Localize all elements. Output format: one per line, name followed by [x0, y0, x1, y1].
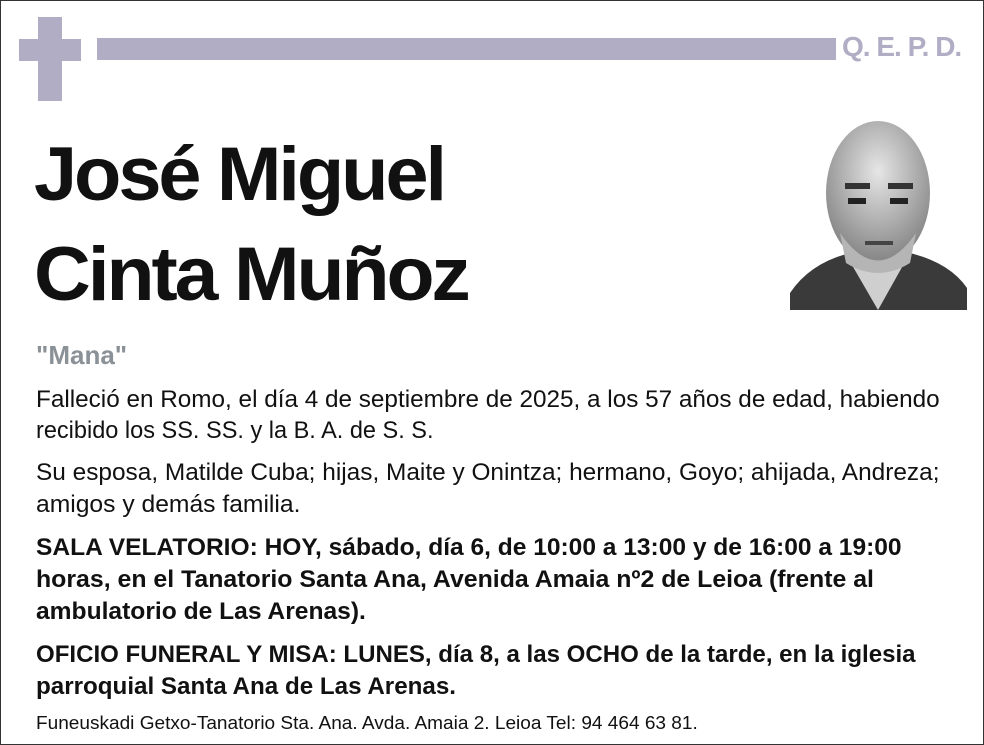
wake-text-line: horas, en el Tanatorio Santa Ana, Avenida Amaia nº2 de Leioa (frente al [36, 566, 874, 593]
cross-icon-arm [19, 39, 81, 61]
family-text-line: Su esposa, Matilde Cuba; hijas, Maite y Onintza; hermano, Goyo; ahijada, Andreza; [36, 459, 940, 486]
wake-text-line: SALA VELATORIO: HOY, sábado, día 6, de 10:00 a 13:00 y de 16:00 a 19:00 [36, 534, 902, 561]
header-bar [97, 38, 836, 60]
deceased-name-line1: José Miguel [34, 132, 444, 217]
death-text-line: recibido los SS. SS. y la B. A. de S. S. [36, 417, 434, 444]
funeral-text-line: parroquial Santa Ana de Las Arenas. [36, 673, 457, 700]
deceased-name-line2: Cinta Muñoz [34, 232, 468, 317]
portrait-photo [790, 113, 967, 310]
nickname: "Mana" [36, 340, 128, 370]
funeral-text-line: OFICIO FUNERAL Y MISA: LUNES, día 8, a las OCHO de la tarde, en la iglesia [36, 641, 916, 668]
qepd-label: Q. E. P. D. [842, 31, 962, 62]
wake-text-line: ambulatorio de Las Arenas). [36, 598, 366, 625]
funeral-home-footer: Funeuskadi Getxo-Tanatorio Sta. Ana. Avda. Amaia 2. Leioa Tel: 94 464 63 81. [36, 713, 698, 733]
death-text-line: Falleció en Romo, el día 4 de septiembre de 2025, a los 57 años de edad, habiendo [36, 386, 940, 413]
family-text-line: amigos y demás familia. [36, 491, 301, 518]
